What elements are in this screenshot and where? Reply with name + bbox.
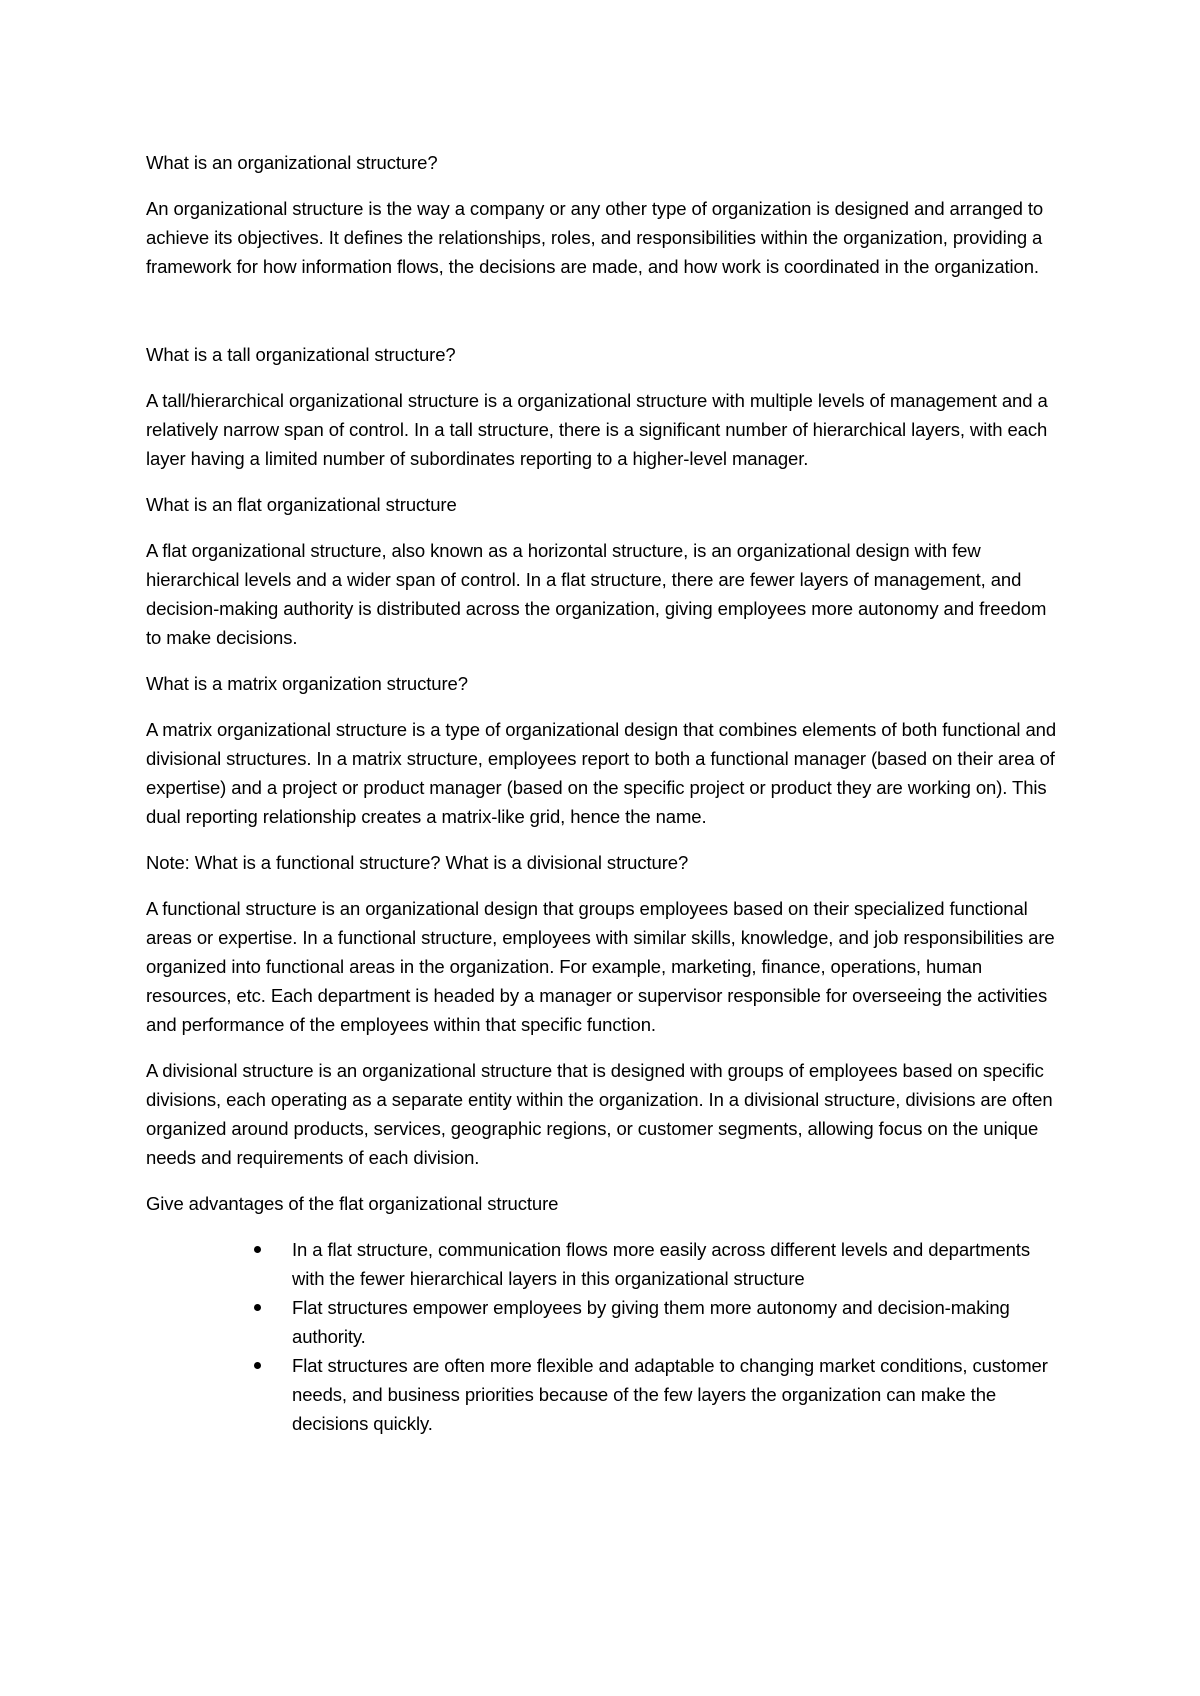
bullet-icon: [254, 1246, 261, 1253]
advantages-list: [146, 1235, 1066, 1438]
list-item-text: In a flat structure, communication flows more easily across different levels and departments with the fewer hierarchical layers in this organizational structure: [292, 1239, 1030, 1289]
bullet-icon: [254, 1362, 261, 1369]
note-functional-divisional: Note: What is a functional structure? What is a divisional structure?: [146, 852, 689, 873]
list-item: [292, 1351, 1066, 1438]
answer-divisional-structure: A divisional structure is an organizational structure that is designed with groups of employees based on specific divisions, each operating as a separate entity within the organization. In a divisional structure, divisions are often organized around products, services, geographic regions, or customer segments, allowing focus on the unique needs and requirements of each division.: [146, 1060, 1053, 1168]
question-flat-advantages: Give advantages of the flat organizational structure: [146, 1193, 559, 1214]
question-flat-structure: What is an flat organizational structure: [146, 494, 457, 515]
document-page: [146, 148, 1066, 1438]
answer-functional-structure: A functional structure is an organizational design that groups employees based on their specialized functional areas or expertise. In a functional structure, employees with similar skills, knowledge, and job responsibilities are organized into functional areas in the organization. For example, marketing, finance, operations, human resources, etc. Each department is headed by a manager or supervisor responsible for overseeing the activities and performance of the employees within that specific function.: [146, 898, 1055, 1035]
bullet-icon: [254, 1304, 261, 1311]
list-item-text: Flat structures empower employees by giving them more autonomy and decision-making authority.: [292, 1297, 1010, 1347]
answer-tall-structure: A tall/hierarchical organizational structure is a organizational structure with multiple levels of management and a relatively narrow span of control. In a tall structure, there is a significant number of hierarchical layers, with each layer having a limited number of subordinates reporting to a higher-level manager.: [146, 390, 1048, 469]
spacer: [146, 298, 1066, 340]
answer-matrix-structure: A matrix organizational structure is a type of organizational design that combines elements of both functional and divisional structures. In a matrix structure, employees report to both a functional manager (based on their area of expertise) and a project or product manager (based on the specific project or product they are working on). This dual reporting relationship creates a matrix-like grid, hence the name.: [146, 719, 1057, 827]
list-item: [292, 1293, 1066, 1351]
question-tall-structure: What is a tall organizational structure?: [146, 344, 456, 365]
list-item: [292, 1235, 1066, 1293]
question-org-structure: What is an organizational structure?: [146, 152, 438, 173]
answer-org-structure: An organizational structure is the way a company or any other type of organization is designed and arranged to achieve its objectives. It defines the relationships, roles, and responsibilities within the organization, providing a framework for how information flows, the decisions are made, and how work is coordinated in the organization.: [146, 198, 1044, 277]
question-matrix-structure: What is a matrix organization structure?: [146, 673, 468, 694]
answer-flat-structure: A flat organizational structure, also known as a horizontal structure, is an organizational design with few hierarchical levels and a wider span of control. In a flat structure, there are fewer layers of management, and decision-making authority is distributed across the organization, giving employees more autonomy and freedom to make decisions.: [146, 540, 1047, 648]
list-item-text: Flat structures are often more flexible and adaptable to changing market conditions, customer needs, and business priorities because of the few layers the organization can make the decisions quickly.: [292, 1355, 1048, 1434]
